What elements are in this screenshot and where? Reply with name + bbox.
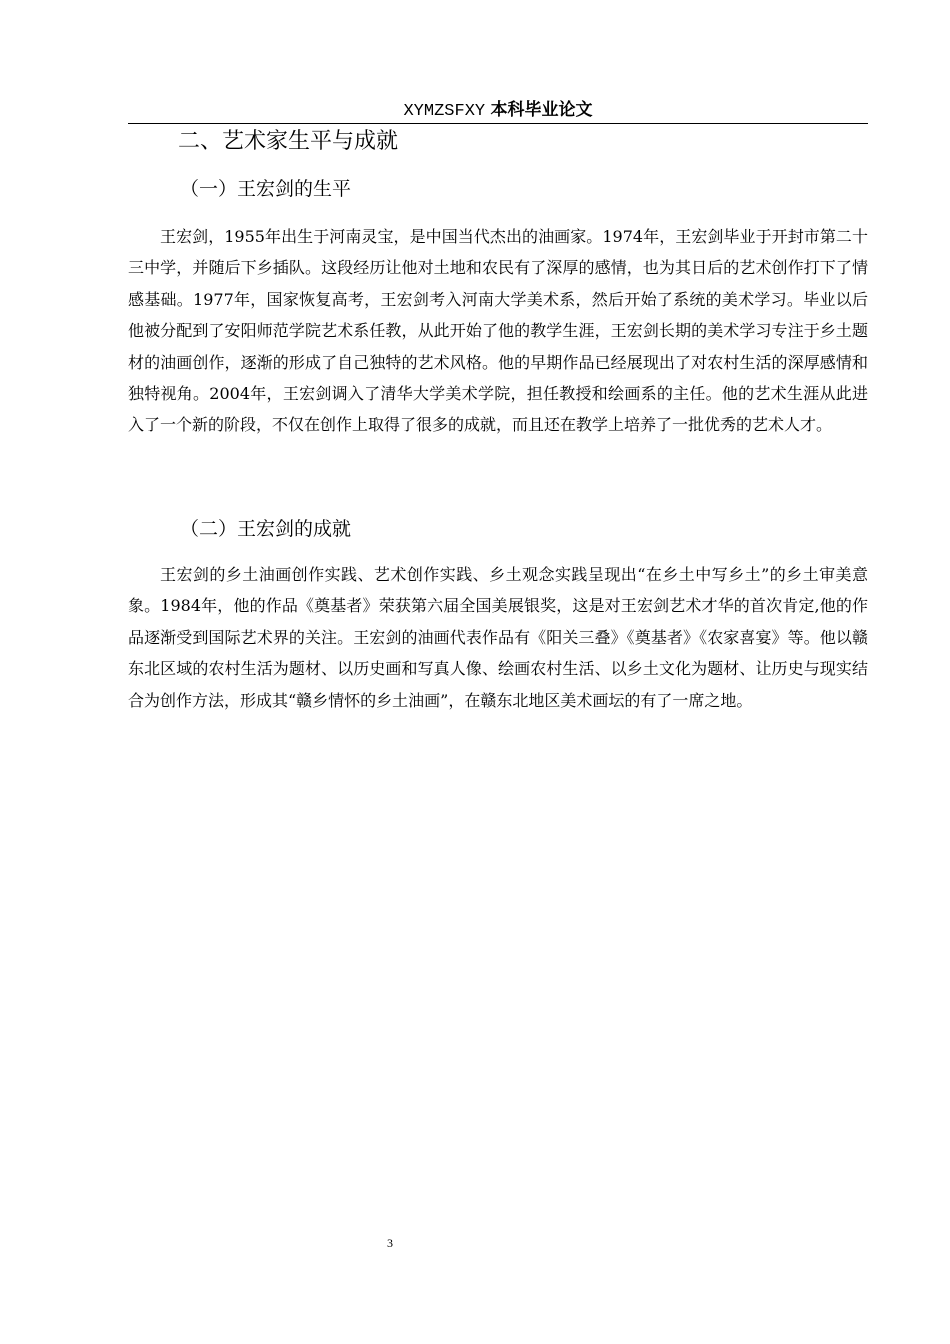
section-heading: 二、艺术家生平与成就	[178, 129, 399, 154]
header-divider	[128, 123, 868, 124]
paragraph-biography: 王宏剑，1955年出生于河南灵宝，是中国当代杰出的油画家。1974年，王宏剑毕业于开封市第二十三中学，并随后下乡插队。这段经历让他对土地和农民有了深厚的感情，也为其日后的艺术创作打下了情感基础。1977年，国家恢复高考，王宏剑考入河南大学美术系，然后开始了系统的美术学习。毕业以后他被分配到了安阳师范学院艺术系任教，从此开始了他的教学生涯，王宏剑长期的美术学习专注于乡土题材的油画创作，逐渐的形成了自己独特的艺术风格。他的早期作品已经展现出了对农村生活的深厚感情和独特视角。2004年，王宏剑调入了清华大学美术学院，担任教授和绘画系的主任。他的艺术生涯从此进入了一个新的阶段，不仅在创作上取得了很多的成就，而且还在教学上培养了一批优秀的艺术人才。	[128, 227, 868, 435]
subsection-heading-achievements: （二）王宏剑的成就	[180, 518, 352, 540]
header-school-code: XYMZSFXY	[403, 102, 486, 121]
page-number: 3	[387, 1236, 393, 1250]
page-header	[128, 98, 868, 124]
subsection-heading-biography: （一）王宏剑的生平	[180, 178, 352, 200]
header-title: 本科毕业论文	[490, 100, 593, 120]
paragraph-achievements: 王宏剑的乡土油画创作实践、艺术创作实践、乡土观念实践呈现出“在乡土中写乡土”的乡土审美意象。1984年，他的作品《奠基者》荣获第六届全国美展银奖，这是对王宏剑艺术才华的首次肯定,他的作品逐渐受到国际艺术界的关注。王宏剑的油画代表作品有《阳关三叠》《奠基者》《农家喜宴》等。他以赣东北区域的农村生活为题材、以历史画和写真人像、绘画农村生活、以乡土文化为题材、让历史与现实结合为创作方法，形成其“赣乡情怀的乡土油画”，在赣东北地区美术画坛的有了一席之地。	[128, 565, 868, 710]
